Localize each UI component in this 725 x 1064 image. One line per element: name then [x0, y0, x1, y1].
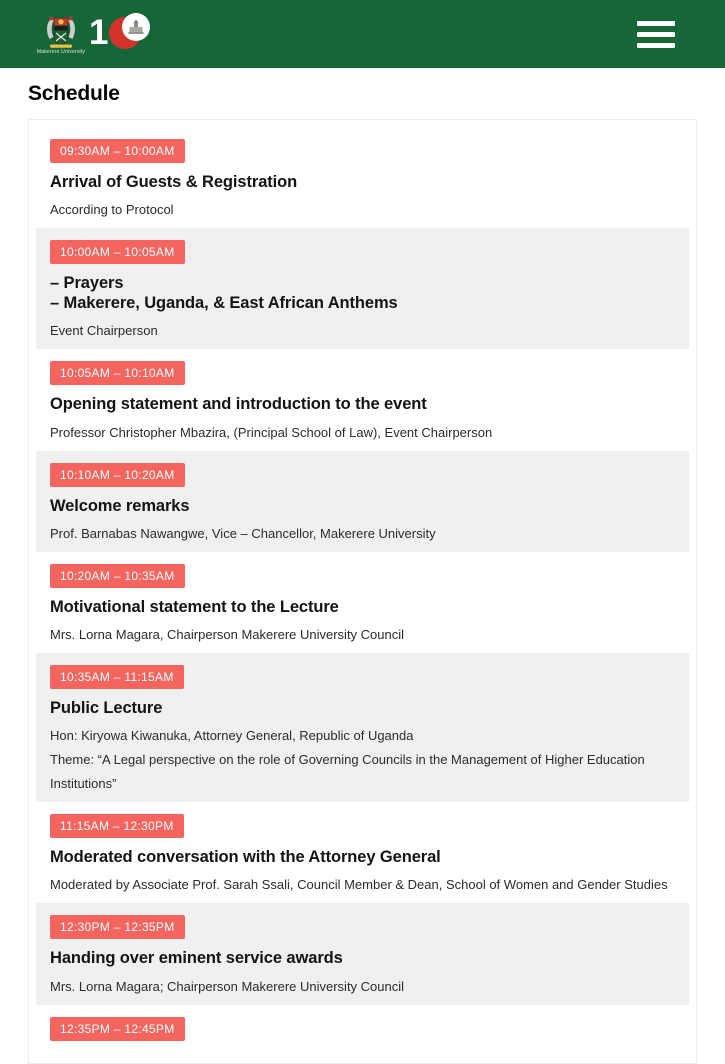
- item-title-line: Public Lecture: [50, 698, 163, 717]
- schedule-item: [36, 127, 689, 228]
- site-header: [0, 0, 725, 68]
- item-title: [50, 597, 675, 617]
- item-description: According to Protocol: [50, 202, 174, 218]
- university-crest: [38, 14, 84, 55]
- item-title: [50, 698, 675, 718]
- schedule-list: [28, 119, 697, 1064]
- time-badge: 10:05AM – 10:10AM: [50, 361, 185, 385]
- schedule-page: [0, 82, 725, 1064]
- university-name-label: Makerere University: [36, 48, 86, 55]
- item-title: [50, 394, 675, 414]
- item-title-line: Motivational statement to the Lecture: [50, 597, 339, 616]
- item-description: Mrs. Lorna Magara, Chairperson Makerere University Council: [50, 626, 405, 642]
- hamburger-icon: [637, 21, 675, 26]
- schedule-item: [36, 552, 689, 653]
- time-badge: 12:30PM – 12:35PM: [50, 915, 185, 939]
- schedule-item: [36, 228, 689, 349]
- item-title-line: Handing over eminent service awards: [50, 949, 343, 968]
- item-description: Moderated by Associate Prof. Sarah Ssali, Council Member & Dean, School of Women and Gender Studies: [50, 877, 668, 893]
- schedule-item: [36, 451, 689, 552]
- schedule-item: [36, 349, 689, 450]
- time-badge: 10:35AM – 11:15AM: [50, 665, 184, 689]
- item-title: [50, 273, 675, 313]
- item-title-line: Opening statement and introduction to the event: [50, 395, 427, 414]
- item-title: [50, 847, 675, 867]
- page-title: Schedule: [28, 82, 120, 105]
- item-title: [50, 172, 675, 192]
- item-title-line: Welcome remarks: [50, 496, 190, 515]
- time-badge: 10:20AM – 10:35AM: [50, 564, 185, 588]
- item-title-line: Moderated conversation with the Attorney General: [50, 848, 441, 867]
- time-badge: 11:15AM – 12:30PM: [50, 814, 184, 838]
- time-badge: 10:00AM – 10:05AM: [50, 240, 185, 264]
- centenary-100-logo: [89, 12, 141, 52]
- centenary-digit-one: 1: [89, 12, 108, 52]
- schedule-item: [36, 653, 689, 802]
- item-title: [50, 496, 675, 516]
- item-description: Hon: Kiryowa Kiwanuka, Attorney General, Republic of Uganda: [50, 728, 414, 744]
- university-crest-icon: [41, 14, 81, 48]
- schedule-item: [36, 1005, 689, 1056]
- schedule-item: [36, 802, 689, 903]
- menu-button[interactable]: [635, 17, 677, 52]
- item-title-line: – Makerere, Uganda, & East African Anthems: [50, 294, 398, 313]
- time-badge: 09:30AM – 10:00AM: [50, 139, 185, 163]
- main-building-icon: [122, 13, 150, 41]
- item-description: Theme: “A Legal perspective on the role of Governing Councils in the Management of Higher Education Institutions”: [50, 752, 645, 792]
- item-title-line: – Prayers: [50, 274, 124, 293]
- item-title-line: Arrival of Guests & Registration: [50, 173, 298, 191]
- logo-link[interactable]: [38, 14, 141, 55]
- item-description: Prof. Barnabas Nawangwe, Vice – Chancellor, Makerere University: [50, 525, 436, 541]
- item-title: [50, 948, 675, 968]
- item-description: Professor Christopher Mbazira, (Principal School of Law), Event Chairperson: [50, 424, 493, 440]
- centenary-zero-ring: [109, 17, 141, 49]
- item-description: Mrs. Lorna Magara; Chairperson Makerere University Council: [50, 978, 405, 994]
- item-description: Event Chairperson: [50, 323, 158, 339]
- schedule-item: [36, 903, 689, 1004]
- time-badge: 10:10AM – 10:20AM: [50, 463, 185, 487]
- time-badge: 12:35PM – 12:45PM: [50, 1017, 185, 1041]
